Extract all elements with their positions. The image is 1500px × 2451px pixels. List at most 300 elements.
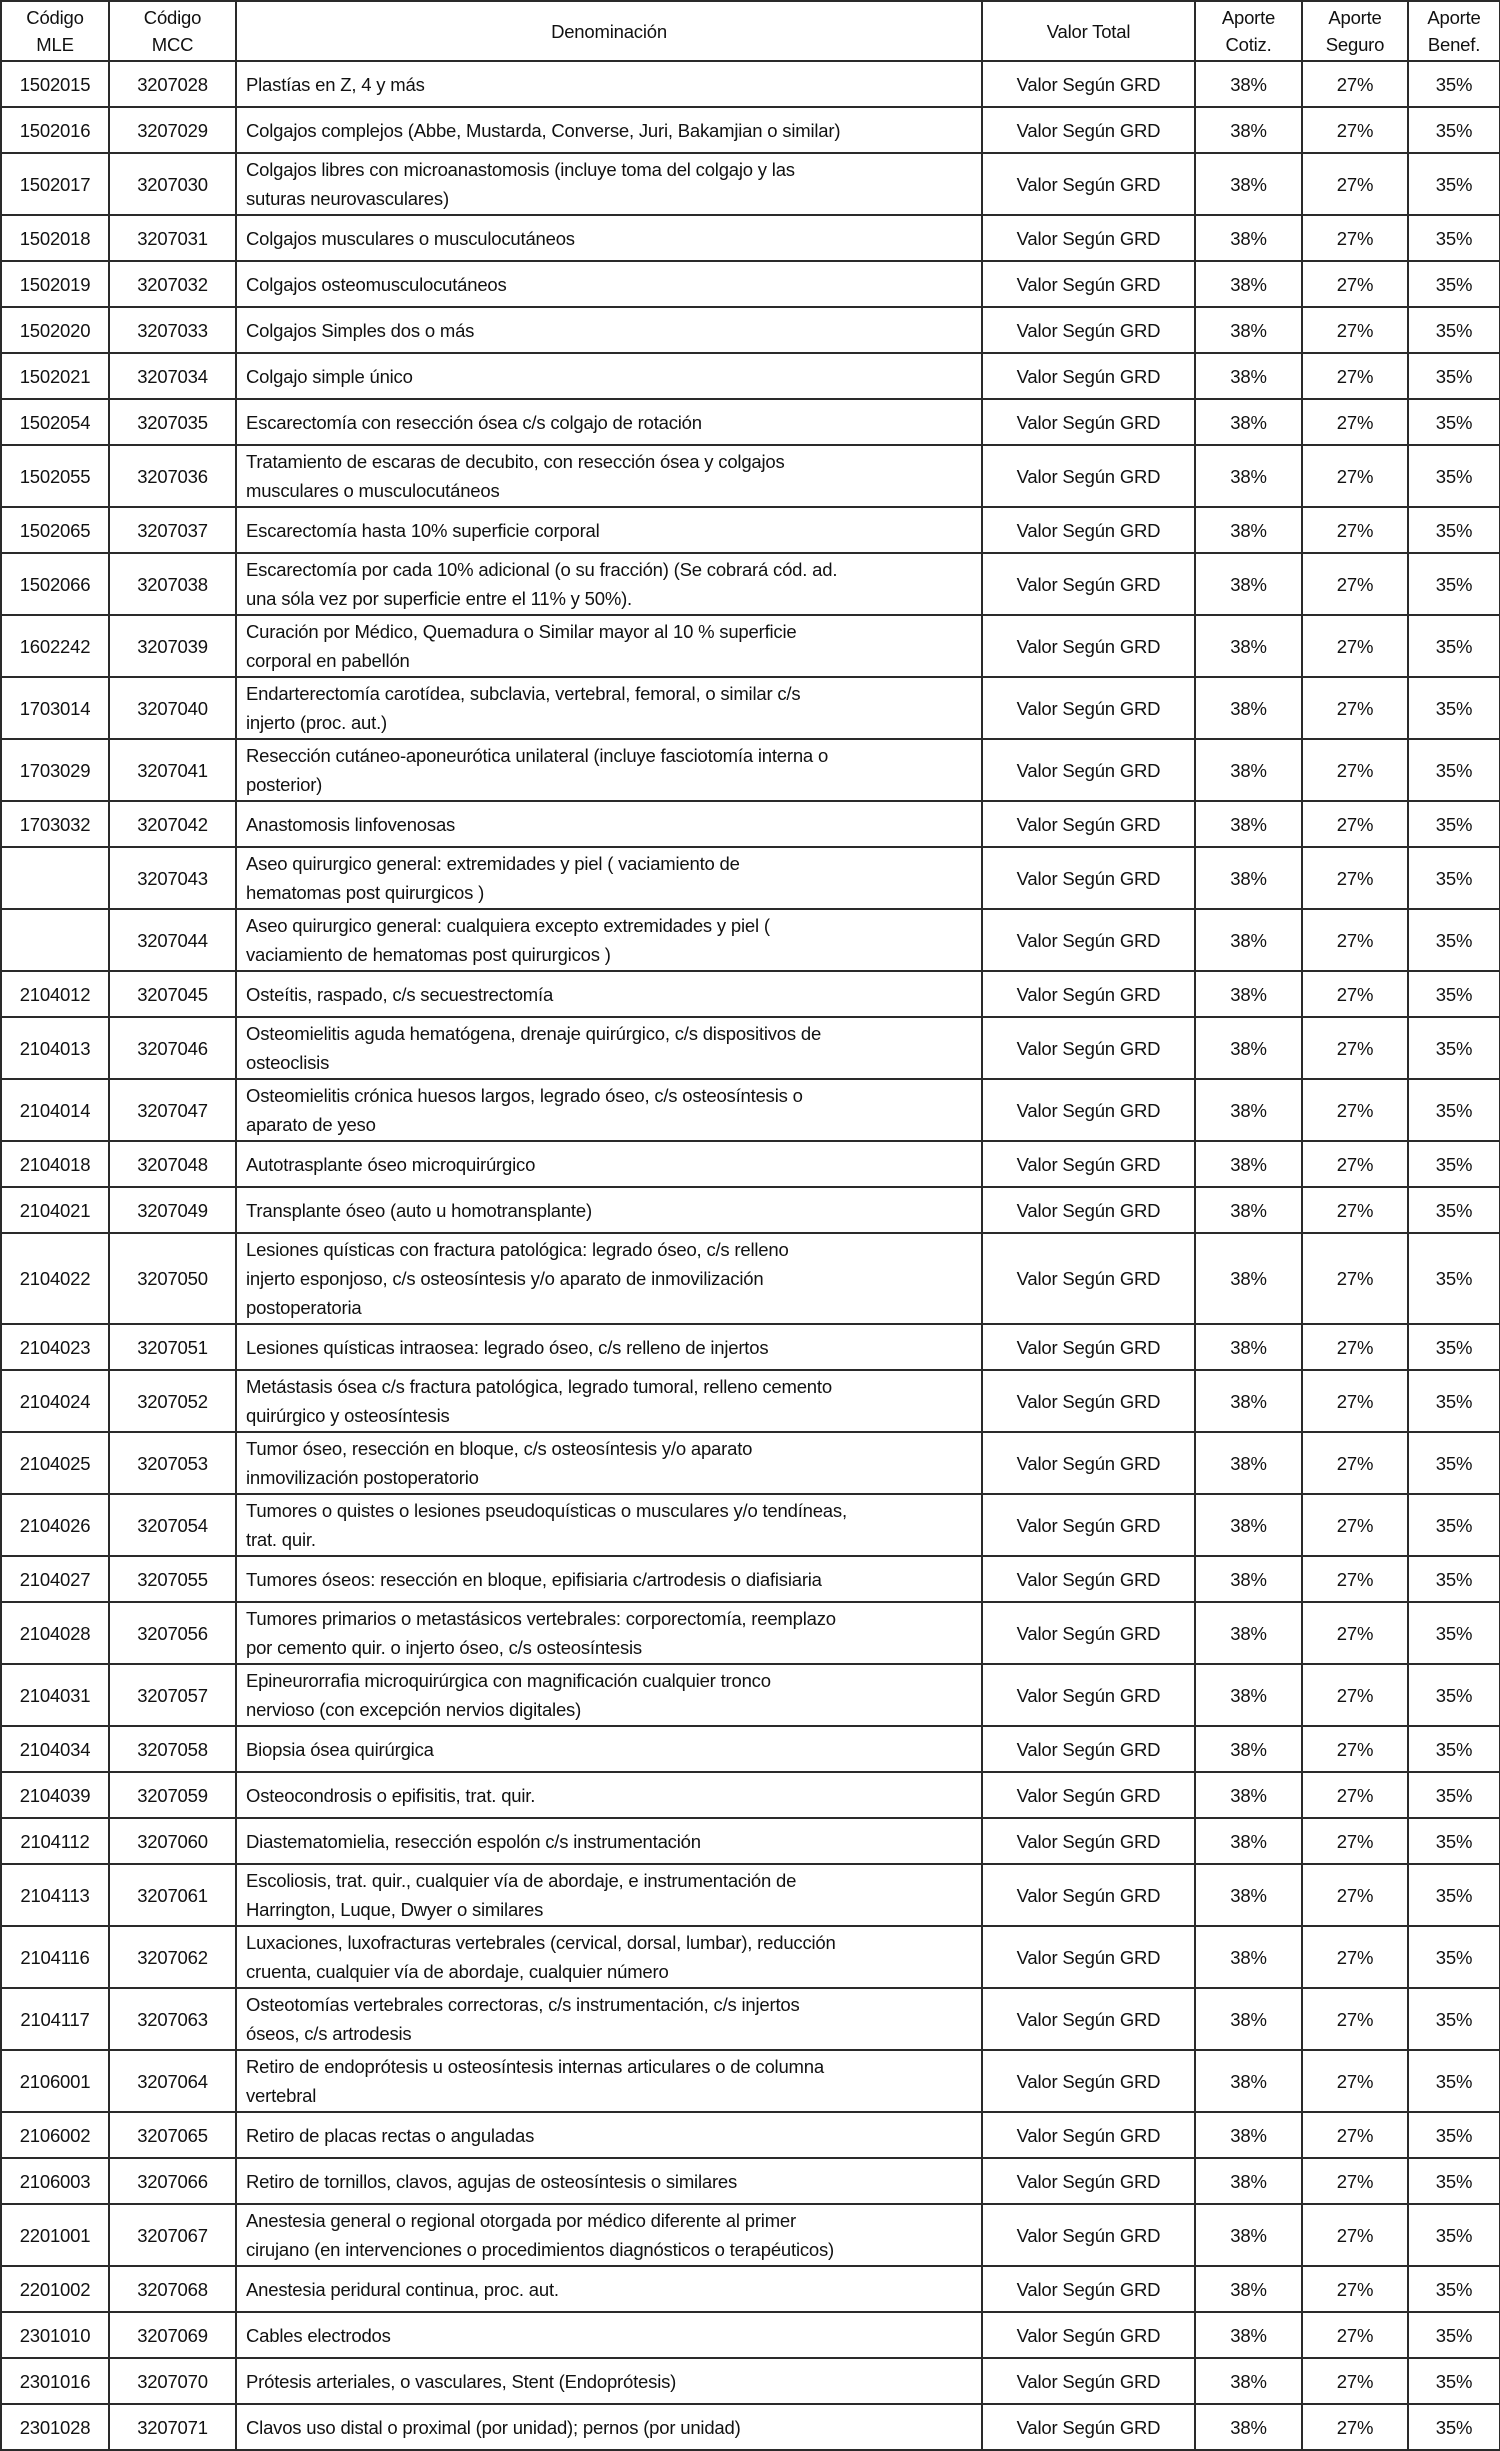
table-row [1,1818,1500,1864]
cell-valor-total: Valor Según GRD [982,153,1195,215]
cell-aporte-cotiz: 38% [1195,153,1302,215]
cell-codigo-mcc: 3207041 [109,739,236,801]
cell-denominacion: Osteotomías vertebrales correctoras, c/s instrumentación, c/s injertos óseos, c/s artrodesis [236,1988,982,2050]
cell-codigo-mcc: 3207065 [109,2112,236,2158]
cell-valor-total: Valor Según GRD [982,1233,1195,1324]
cell-aporte-seguro: 27% [1302,1988,1408,2050]
cell-denominacion: Osteítis, raspado, c/s secuestrectomía [236,971,982,1017]
cell-codigo-mle: 2104116 [1,1926,109,1988]
cell-codigo-mle: 1602242 [1,615,109,677]
cell-aporte-seguro: 27% [1302,615,1408,677]
cell-codigo-mcc: 3207040 [109,677,236,739]
cell-codigo-mcc: 3207071 [109,2404,236,2450]
cell-aporte-seguro: 27% [1302,1187,1408,1233]
cell-aporte-benef: 35% [1408,2112,1500,2158]
cell-aporte-cotiz: 38% [1195,1079,1302,1141]
cell-aporte-benef: 35% [1408,739,1500,801]
header-valor-total: Valor Total [982,1,1195,61]
table-row [1,445,1500,507]
cell-denominacion: Tumores primarios o metastásicos vertebrales: corporectomía, reemplazo por cemento quir. o injerto óseo, c/s osteosíntesis [236,1602,982,1664]
cell-aporte-cotiz: 38% [1195,2312,1302,2358]
cell-valor-total: Valor Según GRD [982,553,1195,615]
cell-aporte-benef: 35% [1408,971,1500,1017]
cell-denominacion: Escarectomía por cada 10% adicional (o su fracción) (Se cobrará cód. ad. una sóla vez por superficie entre el 11% y 50%). [236,553,982,615]
cell-codigo-mle: 2104012 [1,971,109,1017]
cell-codigo-mcc: 3207063 [109,1988,236,2050]
cell-codigo-mcc: 3207034 [109,353,236,399]
cell-codigo-mcc: 3207056 [109,1602,236,1664]
table-row [1,1141,1500,1187]
cell-codigo-mle: 2104113 [1,1864,109,1926]
cell-codigo-mcc: 3207055 [109,1556,236,1602]
cell-valor-total: Valor Según GRD [982,801,1195,847]
cell-valor-total: Valor Según GRD [982,2266,1195,2312]
cell-valor-total: Valor Según GRD [982,1432,1195,1494]
cell-codigo-mle: 1502066 [1,553,109,615]
table-row [1,1664,1500,1726]
cell-aporte-cotiz: 38% [1195,261,1302,307]
cell-codigo-mcc: 3207067 [109,2204,236,2266]
header-denominacion: Denominación [236,1,982,61]
cell-aporte-cotiz: 38% [1195,215,1302,261]
cell-codigo-mcc: 3207036 [109,445,236,507]
cell-aporte-cotiz: 38% [1195,1233,1302,1324]
cell-aporte-benef: 35% [1408,2404,1500,2450]
cell-codigo-mle: 1502016 [1,107,109,153]
table-row [1,1494,1500,1556]
cell-codigo-mle: 1502020 [1,307,109,353]
cell-valor-total: Valor Según GRD [982,2158,1195,2204]
table-row [1,801,1500,847]
cell-aporte-cotiz: 38% [1195,1370,1302,1432]
cell-aporte-benef: 35% [1408,1494,1500,1556]
cell-aporte-seguro: 27% [1302,1494,1408,1556]
cell-codigo-mcc: 3207039 [109,615,236,677]
cell-codigo-mcc: 3207033 [109,307,236,353]
table-row [1,399,1500,445]
cell-codigo-mle: 2104039 [1,1772,109,1818]
cell-aporte-seguro: 27% [1302,739,1408,801]
cell-codigo-mle [1,847,109,909]
cell-aporte-benef: 35% [1408,1141,1500,1187]
cell-codigo-mle: 1502054 [1,399,109,445]
cell-valor-total: Valor Según GRD [982,1141,1195,1187]
cell-aporte-seguro: 27% [1302,307,1408,353]
header-aporte-seguro: Aporte Seguro [1302,1,1408,61]
cell-aporte-cotiz: 38% [1195,1664,1302,1726]
header-codigo-mcc: Código MCC [109,1,236,61]
cell-codigo-mcc: 3207066 [109,2158,236,2204]
cell-aporte-cotiz: 38% [1195,739,1302,801]
table-row [1,261,1500,307]
cell-valor-total: Valor Según GRD [982,739,1195,801]
table-row [1,2112,1500,2158]
cell-valor-total: Valor Según GRD [982,2204,1195,2266]
cell-aporte-cotiz: 38% [1195,971,1302,1017]
cell-aporte-seguro: 27% [1302,677,1408,739]
cell-aporte-benef: 35% [1408,2050,1500,2112]
cell-aporte-cotiz: 38% [1195,1017,1302,1079]
cell-aporte-cotiz: 38% [1195,801,1302,847]
cell-codigo-mle: 2301028 [1,2404,109,2450]
cell-aporte-cotiz: 38% [1195,445,1302,507]
cell-valor-total: Valor Según GRD [982,1818,1195,1864]
table-row [1,1988,1500,2050]
cell-valor-total: Valor Según GRD [982,261,1195,307]
cell-codigo-mle: 2201002 [1,2266,109,2312]
cell-valor-total: Valor Según GRD [982,1079,1195,1141]
cell-denominacion: Metástasis ósea c/s fractura patológica, legrado tumoral, relleno cemento quirúrgico y osteosíntesis [236,1370,982,1432]
cell-valor-total: Valor Según GRD [982,909,1195,971]
cell-valor-total: Valor Según GRD [982,1926,1195,1988]
cell-aporte-seguro: 27% [1302,507,1408,553]
table-row [1,61,1500,107]
cell-aporte-benef: 35% [1408,677,1500,739]
cell-aporte-benef: 35% [1408,399,1500,445]
table-row [1,847,1500,909]
cell-codigo-mcc: 3207050 [109,1233,236,1324]
cell-aporte-seguro: 27% [1302,2204,1408,2266]
table-row [1,739,1500,801]
cell-denominacion: Endarterectomía carotídea, subclavia, vertebral, femoral, o similar c/s injerto (proc. aut.) [236,677,982,739]
cell-aporte-benef: 35% [1408,2358,1500,2404]
cell-codigo-mle [1,909,109,971]
header-aporte-benef: Aporte Benef. [1408,1,1500,61]
cell-valor-total: Valor Según GRD [982,107,1195,153]
table-row [1,507,1500,553]
cell-aporte-seguro: 27% [1302,1017,1408,1079]
cell-codigo-mle: 2104014 [1,1079,109,1141]
cell-aporte-benef: 35% [1408,909,1500,971]
cell-denominacion: Osteocondrosis o epifisitis, trat. quir. [236,1772,982,1818]
cell-aporte-benef: 35% [1408,1432,1500,1494]
table-row [1,615,1500,677]
cell-denominacion: Retiro de endoprótesis u osteosíntesis internas articulares o de columna vertebral [236,2050,982,2112]
cell-codigo-mcc: 3207051 [109,1324,236,1370]
cell-aporte-seguro: 27% [1302,1926,1408,1988]
cell-valor-total: Valor Según GRD [982,1017,1195,1079]
cell-aporte-benef: 35% [1408,1370,1500,1432]
cell-denominacion: Diastematomielia, resección espolón c/s instrumentación [236,1818,982,1864]
cell-aporte-seguro: 27% [1302,553,1408,615]
table-row [1,1926,1500,1988]
cell-aporte-cotiz: 38% [1195,307,1302,353]
cell-codigo-mcc: 3207029 [109,107,236,153]
cell-aporte-benef: 35% [1408,801,1500,847]
table-row [1,1432,1500,1494]
cell-codigo-mle: 1703029 [1,739,109,801]
cell-aporte-benef: 35% [1408,1602,1500,1664]
table-row [1,1324,1500,1370]
cell-aporte-seguro: 27% [1302,1818,1408,1864]
cell-aporte-benef: 35% [1408,1079,1500,1141]
cell-aporte-benef: 35% [1408,107,1500,153]
cell-codigo-mcc: 3207070 [109,2358,236,2404]
cell-aporte-seguro: 27% [1302,1432,1408,1494]
cell-aporte-cotiz: 38% [1195,353,1302,399]
table-row [1,1556,1500,1602]
cell-aporte-benef: 35% [1408,1556,1500,1602]
table-body [1,61,1500,2450]
cell-valor-total: Valor Según GRD [982,215,1195,261]
cell-aporte-cotiz: 38% [1195,2112,1302,2158]
cell-aporte-seguro: 27% [1302,2312,1408,2358]
cell-valor-total: Valor Según GRD [982,677,1195,739]
cell-aporte-cotiz: 38% [1195,1556,1302,1602]
table-row [1,153,1500,215]
cell-aporte-seguro: 27% [1302,847,1408,909]
cell-aporte-cotiz: 38% [1195,2266,1302,2312]
cell-aporte-cotiz: 38% [1195,1187,1302,1233]
cell-aporte-cotiz: 38% [1195,1864,1302,1926]
table-row [1,1017,1500,1079]
cell-aporte-seguro: 27% [1302,1370,1408,1432]
cell-aporte-cotiz: 38% [1195,1818,1302,1864]
cell-aporte-benef: 35% [1408,307,1500,353]
cell-denominacion: Colgajos libres con microanastomosis (incluye toma del colgajo y las suturas neurovasculares) [236,153,982,215]
cell-valor-total: Valor Según GRD [982,1187,1195,1233]
cell-denominacion: Transplante óseo (auto u homotransplante) [236,1187,982,1233]
table-row [1,1079,1500,1141]
cell-codigo-mcc: 3207060 [109,1818,236,1864]
cell-denominacion: Osteomielitis crónica huesos largos, legrado óseo, c/s osteosíntesis o aparato de yeso [236,1079,982,1141]
cell-aporte-benef: 35% [1408,553,1500,615]
cell-denominacion: Colgajos Simples dos o más [236,307,982,353]
cell-denominacion: Tumor óseo, resección en bloque, c/s osteosíntesis y/o aparato inmovilización postoperatorio [236,1432,982,1494]
table-row [1,1602,1500,1664]
cell-denominacion: Curación por Médico, Quemadura o Similar mayor al 10 % superficie corporal en pabellón [236,615,982,677]
cell-denominacion: Escoliosis, trat. quir., cualquier vía de abordaje, e instrumentación de Harrington, Luque, Dwyer o similares [236,1864,982,1926]
cell-codigo-mcc: 3207038 [109,553,236,615]
cell-denominacion: Osteomielitis aguda hematógena, drenaje quirúrgico, c/s dispositivos de osteoclisis [236,1017,982,1079]
cell-codigo-mcc: 3207047 [109,1079,236,1141]
cell-aporte-cotiz: 38% [1195,2204,1302,2266]
cell-codigo-mle: 2201001 [1,2204,109,2266]
cell-aporte-cotiz: 38% [1195,399,1302,445]
cell-aporte-benef: 35% [1408,445,1500,507]
cell-denominacion: Anestesia peridural continua, proc. aut. [236,2266,982,2312]
cell-denominacion: Lesiones quísticas con fractura patológica: legrado óseo, c/s relleno injerto esponjoso, c/s osteosíntesis y/o aparato de inmovilización postoperatoria [236,1233,982,1324]
cell-aporte-benef: 35% [1408,215,1500,261]
cell-aporte-cotiz: 38% [1195,677,1302,739]
cell-codigo-mcc: 3207030 [109,153,236,215]
cell-codigo-mle: 1502065 [1,507,109,553]
cell-aporte-seguro: 27% [1302,2358,1408,2404]
cell-codigo-mle: 1502018 [1,215,109,261]
cell-codigo-mle: 1502021 [1,353,109,399]
cell-codigo-mcc: 3207031 [109,215,236,261]
cell-codigo-mcc: 3207064 [109,2050,236,2112]
cell-aporte-seguro: 27% [1302,2158,1408,2204]
cell-codigo-mcc: 3207046 [109,1017,236,1079]
cell-denominacion: Colgajos complejos (Abbe, Mustarda, Converse, Juri, Bakamjian o similar) [236,107,982,153]
cell-valor-total: Valor Según GRD [982,2358,1195,2404]
cell-valor-total: Valor Según GRD [982,2404,1195,2450]
cell-valor-total: Valor Según GRD [982,1602,1195,1664]
cell-denominacion: Luxaciones, luxofracturas vertebrales (cervical, dorsal, lumbar), reducción cruenta, cualquier vía de abordaje, cualquier número [236,1926,982,1988]
cell-codigo-mcc: 3207028 [109,61,236,107]
cell-aporte-benef: 35% [1408,1726,1500,1772]
cell-aporte-cotiz: 38% [1195,847,1302,909]
cell-codigo-mle: 2104018 [1,1141,109,1187]
cell-codigo-mle: 2104026 [1,1494,109,1556]
cell-aporte-benef: 35% [1408,2312,1500,2358]
cell-valor-total: Valor Según GRD [982,1556,1195,1602]
cell-valor-total: Valor Según GRD [982,1324,1195,1370]
cell-aporte-benef: 35% [1408,1818,1500,1864]
cell-aporte-seguro: 27% [1302,215,1408,261]
cell-codigo-mle: 1502055 [1,445,109,507]
header-row [1,1,1500,61]
cell-denominacion: Lesiones quísticas intraosea: legrado óseo, c/s relleno de injertos [236,1324,982,1370]
cell-denominacion: Tumores o quistes o lesiones pseudoquísticas o musculares y/o tendíneas, trat. quir. [236,1494,982,1556]
table-row [1,215,1500,261]
cell-aporte-cotiz: 38% [1195,2158,1302,2204]
cell-codigo-mle: 1703014 [1,677,109,739]
cell-aporte-cotiz: 38% [1195,2404,1302,2450]
cell-aporte-seguro: 27% [1302,1772,1408,1818]
cell-aporte-seguro: 27% [1302,2050,1408,2112]
cell-codigo-mle: 2104021 [1,1187,109,1233]
cell-aporte-benef: 35% [1408,261,1500,307]
cell-valor-total: Valor Según GRD [982,307,1195,353]
cell-codigo-mle: 2104027 [1,1556,109,1602]
cell-codigo-mle: 2104022 [1,1233,109,1324]
table-header [1,1,1500,61]
cell-valor-total: Valor Según GRD [982,445,1195,507]
cell-aporte-seguro: 27% [1302,353,1408,399]
cell-codigo-mcc: 3207059 [109,1772,236,1818]
cell-aporte-cotiz: 38% [1195,1772,1302,1818]
cell-denominacion: Escarectomía con resección ósea c/s colgajo de rotación [236,399,982,445]
cell-aporte-cotiz: 38% [1195,1726,1302,1772]
table-row [1,2204,1500,2266]
cell-aporte-cotiz: 38% [1195,553,1302,615]
cell-denominacion: Plastías en Z, 4 y más [236,61,982,107]
cell-aporte-seguro: 27% [1302,971,1408,1017]
cell-codigo-mle: 2104117 [1,1988,109,2050]
cell-aporte-benef: 35% [1408,153,1500,215]
cell-codigo-mle: 2104025 [1,1432,109,1494]
cell-aporte-cotiz: 38% [1195,1602,1302,1664]
cell-aporte-cotiz: 38% [1195,1494,1302,1556]
cell-codigo-mcc: 3207069 [109,2312,236,2358]
cell-aporte-seguro: 27% [1302,1726,1408,1772]
cell-aporte-seguro: 27% [1302,445,1408,507]
table-row [1,553,1500,615]
cell-codigo-mcc: 3207049 [109,1187,236,1233]
cell-aporte-benef: 35% [1408,615,1500,677]
cell-codigo-mle: 2104034 [1,1726,109,1772]
cell-aporte-cotiz: 38% [1195,1141,1302,1187]
cell-aporte-cotiz: 38% [1195,615,1302,677]
cell-aporte-seguro: 27% [1302,61,1408,107]
cell-denominacion: Anestesia general o regional otorgada por médico diferente al primer cirujano (en intervenciones o procedimientos diagnósticos o terapéuticos) [236,2204,982,2266]
cell-aporte-benef: 35% [1408,1864,1500,1926]
cell-aporte-seguro: 27% [1302,1233,1408,1324]
cell-aporte-seguro: 27% [1302,1556,1408,1602]
table-row [1,1772,1500,1818]
table-row [1,677,1500,739]
cell-aporte-cotiz: 38% [1195,507,1302,553]
cell-aporte-benef: 35% [1408,2204,1500,2266]
cell-valor-total: Valor Según GRD [982,615,1195,677]
cell-codigo-mcc: 3207061 [109,1864,236,1926]
table-row [1,2312,1500,2358]
table-row [1,1187,1500,1233]
cell-aporte-seguro: 27% [1302,2266,1408,2312]
cell-aporte-benef: 35% [1408,1664,1500,1726]
cell-codigo-mle: 2301010 [1,2312,109,2358]
cell-aporte-benef: 35% [1408,1772,1500,1818]
cell-codigo-mcc: 3207068 [109,2266,236,2312]
cell-denominacion: Biopsia ósea quirúrgica [236,1726,982,1772]
cell-aporte-seguro: 27% [1302,1602,1408,1664]
cell-aporte-benef: 35% [1408,507,1500,553]
cell-valor-total: Valor Según GRD [982,61,1195,107]
cell-denominacion: Colgajos musculares o musculocutáneos [236,215,982,261]
cell-aporte-cotiz: 38% [1195,909,1302,971]
cell-aporte-seguro: 27% [1302,261,1408,307]
cell-aporte-benef: 35% [1408,2158,1500,2204]
cell-codigo-mcc: 3207044 [109,909,236,971]
cell-aporte-cotiz: 38% [1195,1926,1302,1988]
cell-denominacion: Epineurorrafia microquirúrgica con magnificación cualquier tronco nervioso (con excepción nervios digitales) [236,1664,982,1726]
cell-aporte-seguro: 27% [1302,1141,1408,1187]
cell-codigo-mle: 1502017 [1,153,109,215]
cell-aporte-cotiz: 38% [1195,1432,1302,1494]
cell-aporte-benef: 35% [1408,1324,1500,1370]
cell-aporte-cotiz: 38% [1195,2050,1302,2112]
table-row [1,1233,1500,1324]
cell-codigo-mle: 1502019 [1,261,109,307]
header-aporte-cotiz: Aporte Cotiz. [1195,1,1302,61]
cell-aporte-benef: 35% [1408,1926,1500,1988]
cell-denominacion: Tumores óseos: resección en bloque, epifisiaria c/artrodesis o diafisiaria [236,1556,982,1602]
cell-valor-total: Valor Según GRD [982,2312,1195,2358]
cell-aporte-benef: 35% [1408,847,1500,909]
header-codigo-mle: Código MLE [1,1,109,61]
cell-codigo-mle: 2104013 [1,1017,109,1079]
table-row [1,107,1500,153]
cell-denominacion: Aseo quirurgico general: extremidades y piel ( vaciamiento de hematomas post quirurgicos ) [236,847,982,909]
cell-codigo-mcc: 3207043 [109,847,236,909]
cell-valor-total: Valor Según GRD [982,2050,1195,2112]
cell-aporte-benef: 35% [1408,2266,1500,2312]
cell-codigo-mcc: 3207048 [109,1141,236,1187]
cell-codigo-mle: 2104031 [1,1664,109,1726]
cell-aporte-seguro: 27% [1302,107,1408,153]
cell-denominacion: Colgajo simple único [236,353,982,399]
cell-denominacion: Retiro de placas rectas o anguladas [236,2112,982,2158]
cell-valor-total: Valor Según GRD [982,1772,1195,1818]
cell-aporte-seguro: 27% [1302,1864,1408,1926]
table-row [1,2266,1500,2312]
cell-aporte-seguro: 27% [1302,399,1408,445]
table-row [1,1864,1500,1926]
cell-valor-total: Valor Según GRD [982,1864,1195,1926]
cell-denominacion: Tratamiento de escaras de decubito, con resección ósea y colgajos musculares o musculocutáneos [236,445,982,507]
cell-aporte-seguro: 27% [1302,153,1408,215]
cell-aporte-benef: 35% [1408,353,1500,399]
cell-denominacion: Aseo quirurgico general: cualquiera excepto extremidades y piel ( vaciamiento de hematomas post quirurgicos ) [236,909,982,971]
cell-valor-total: Valor Según GRD [982,1988,1195,2050]
table-row [1,2358,1500,2404]
cell-aporte-cotiz: 38% [1195,61,1302,107]
cell-valor-total: Valor Según GRD [982,971,1195,1017]
cell-codigo-mle: 2104112 [1,1818,109,1864]
cell-valor-total: Valor Según GRD [982,1370,1195,1432]
